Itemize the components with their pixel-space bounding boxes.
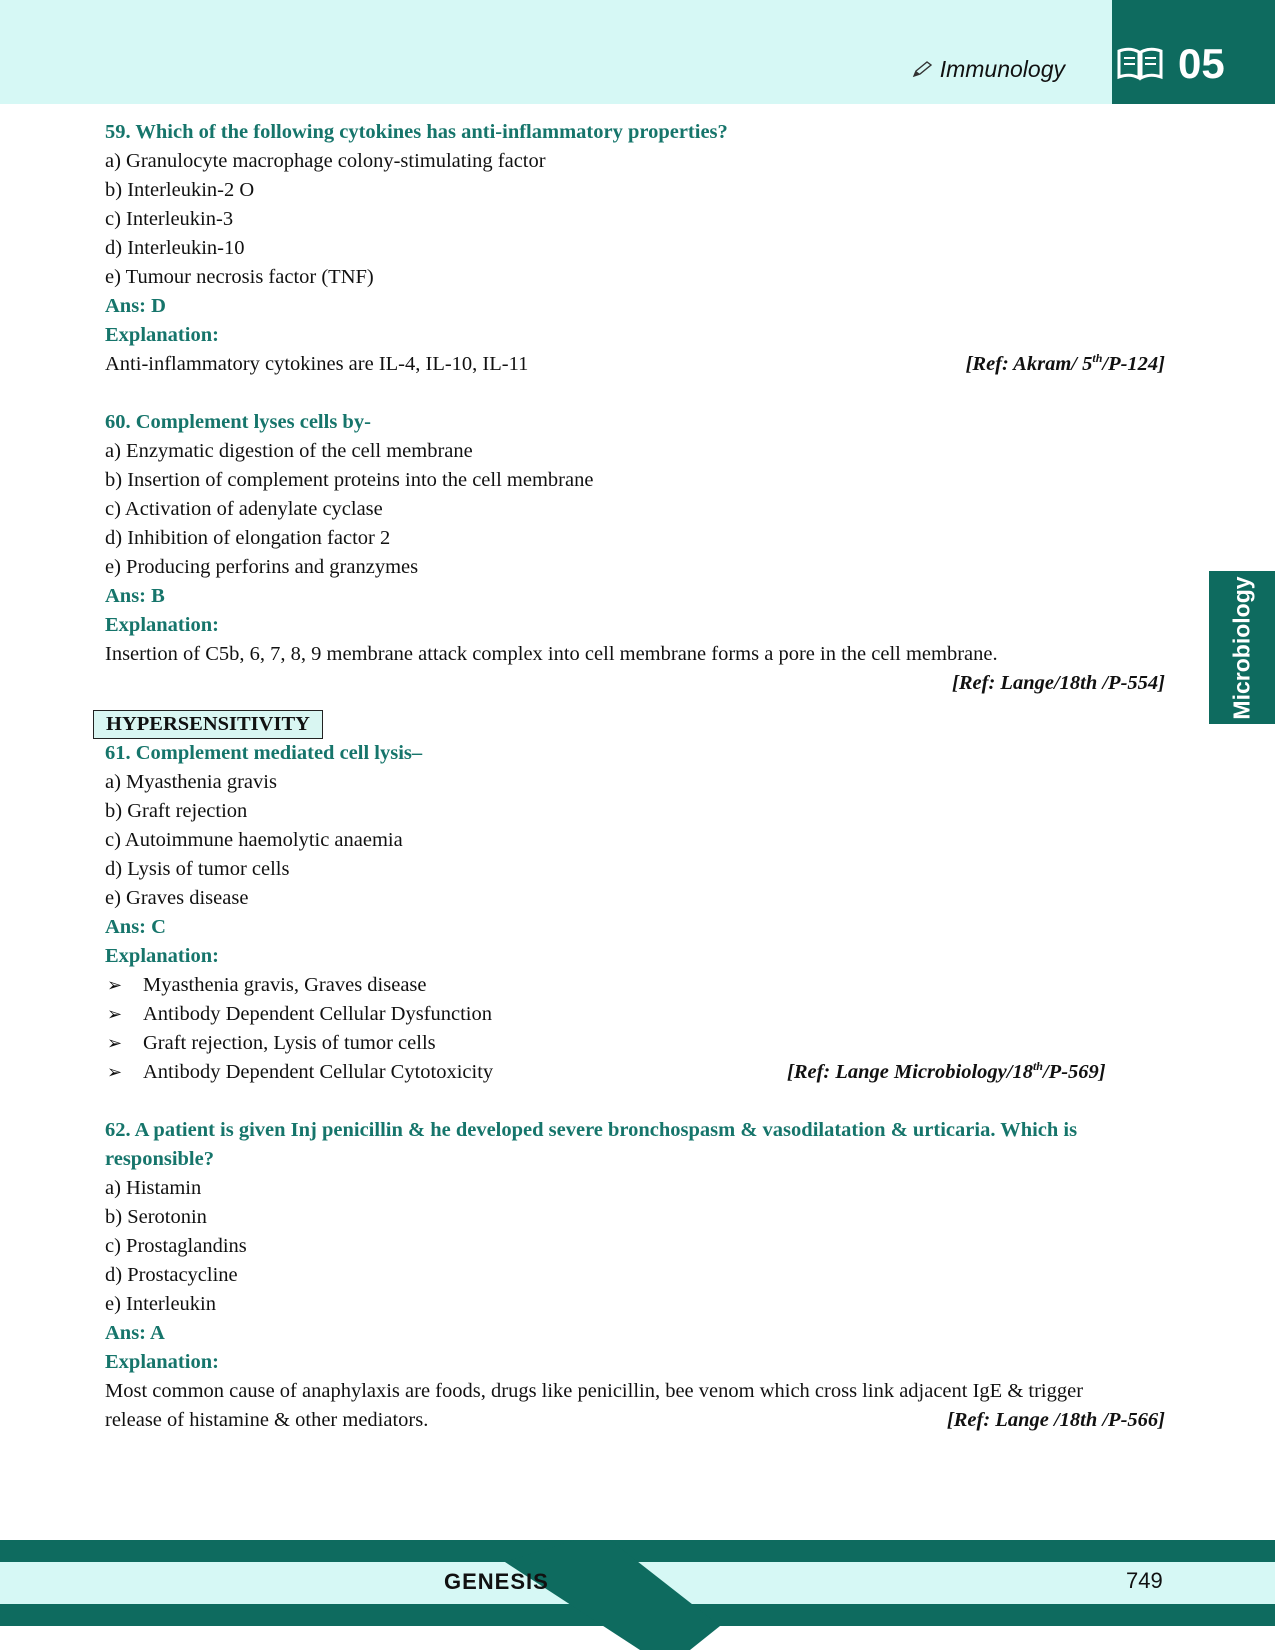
explanation-text [105, 350, 1175, 379]
reference: [Ref: Lange/18th /P-554] [952, 672, 1165, 694]
option: a) Histamin [105, 1177, 202, 1199]
arrow-bullet-icon: ➢ [107, 1033, 123, 1053]
side-tab-label: Microbiology [1228, 575, 1255, 720]
explanation-label: Explanation: [105, 614, 219, 636]
option: b) Interleukin-2 O [105, 179, 255, 201]
question-60: 60. Complement lyses cells by- [105, 411, 371, 433]
pencil-icon [912, 60, 934, 78]
explanation-body: Insertion of C5b, 6, 7, 8, 9 membrane attack complex into cell membrane forms a pore in the cell membrane. [105, 643, 998, 665]
question-61: 61. Complement mediated cell lysis– [105, 742, 423, 764]
explanation-label: Explanation: [105, 1351, 219, 1373]
section-heading: HYPERSENSITIVITY [93, 710, 323, 739]
option: e) Tumour necrosis factor (TNF) [105, 266, 374, 288]
chapter-number: 05 [1178, 40, 1225, 87]
reference-sup: th [1092, 351, 1103, 366]
side-tab [1209, 571, 1275, 724]
bullet-text: Graft rejection, Lysis of tumor cells [143, 1032, 436, 1054]
bullet-item [105, 1000, 1175, 1029]
section-heading-row [105, 710, 1175, 739]
reference-part: [Ref: Lange Microbiology/18 [787, 1061, 1033, 1083]
page-content [105, 118, 1175, 1435]
arrow-bullet-icon: ➢ [107, 1004, 123, 1024]
option: c) Autoimmune haemolytic anaemia [105, 829, 403, 851]
option: d) Inhibition of elongation factor 2 [105, 527, 391, 549]
option: e) Graves disease [105, 887, 249, 909]
footer-diagonal [0, 1540, 1275, 1650]
question-62: 62. A patient is given Inj penicillin & he developed severe bronchospasm & vasodilatation & urticaria. Which is [105, 1119, 1078, 1141]
answer: Ans: C [105, 916, 166, 938]
reference: [Ref: Lange /18th /P-566] [946, 1409, 1165, 1431]
question-59: 59. Which of the following cytokines has anti-inflammatory properties? [105, 121, 728, 143]
header-band [0, 0, 1275, 104]
reference-part: /P-569] [1042, 1061, 1106, 1083]
option: c) Interleukin-3 [105, 208, 234, 230]
reference-line [105, 669, 1175, 698]
option: b) Graft rejection [105, 800, 248, 822]
explanation-label: Explanation: [105, 324, 219, 346]
arrow-bullet-icon: ➢ [107, 975, 123, 995]
explanation-label: Explanation: [105, 945, 219, 967]
option: d) Lysis of tumor cells [105, 858, 290, 880]
option: a) Myasthenia gravis [105, 771, 277, 793]
brand-logo: GENESIS [444, 1569, 549, 1594]
answer: Ans: D [105, 295, 166, 317]
option: e) Producing perforins and granzymes [105, 556, 419, 578]
option: c) Prostaglandins [105, 1235, 247, 1257]
answer: Ans: A [105, 1322, 165, 1344]
arrow-bullet-icon: ➢ [107, 1062, 123, 1082]
bullet-text: Myasthenia gravis, Graves disease [143, 974, 427, 996]
bullet-item [105, 971, 1175, 1000]
bullet-item [105, 1058, 1175, 1087]
option: e) Interleukin [105, 1293, 216, 1315]
option: b) Insertion of complement proteins into the cell membrane [105, 469, 594, 491]
question-62-cont: responsible? [105, 1148, 214, 1170]
reference-part: [Ref: Akram/ 5 [965, 353, 1093, 375]
option: c) Activation of adenylate cyclase [105, 498, 383, 520]
chapter-title: Immunology [939, 56, 1065, 82]
answer: Ans: B [105, 585, 165, 607]
bullet-text: Antibody Dependent Cellular Cytotoxicity [143, 1061, 494, 1083]
explanation-body: release of histamine & other mediators. [105, 1409, 429, 1431]
option: d) Interleukin-10 [105, 237, 245, 259]
option: d) Prostacycline [105, 1264, 238, 1286]
option: b) Serotonin [105, 1206, 207, 1228]
reference [787, 1058, 1106, 1087]
option: a) Enzymatic digestion of the cell membrane [105, 440, 473, 462]
reference-part: /P-124] [1102, 353, 1165, 375]
reference-sup: th [1032, 1059, 1043, 1074]
option: a) Granulocyte macrophage colony-stimulating factor [105, 150, 546, 172]
explanation-text [105, 1406, 1175, 1435]
bullet-text: Antibody Dependent Cellular Dysfunction [143, 1003, 493, 1025]
explanation-body: Most common cause of anaphylaxis are foods, drugs like penicillin, bee venom which cross link adjacent IgE & trigger [105, 1380, 1084, 1402]
explanation-body: Anti-inflammatory cytokines are IL-4, IL-10, IL-11 [105, 353, 529, 375]
bullet-item [105, 1029, 1175, 1058]
book-icon [1116, 45, 1164, 83]
reference [966, 350, 1165, 379]
page-number: 749 [1126, 1568, 1163, 1593]
